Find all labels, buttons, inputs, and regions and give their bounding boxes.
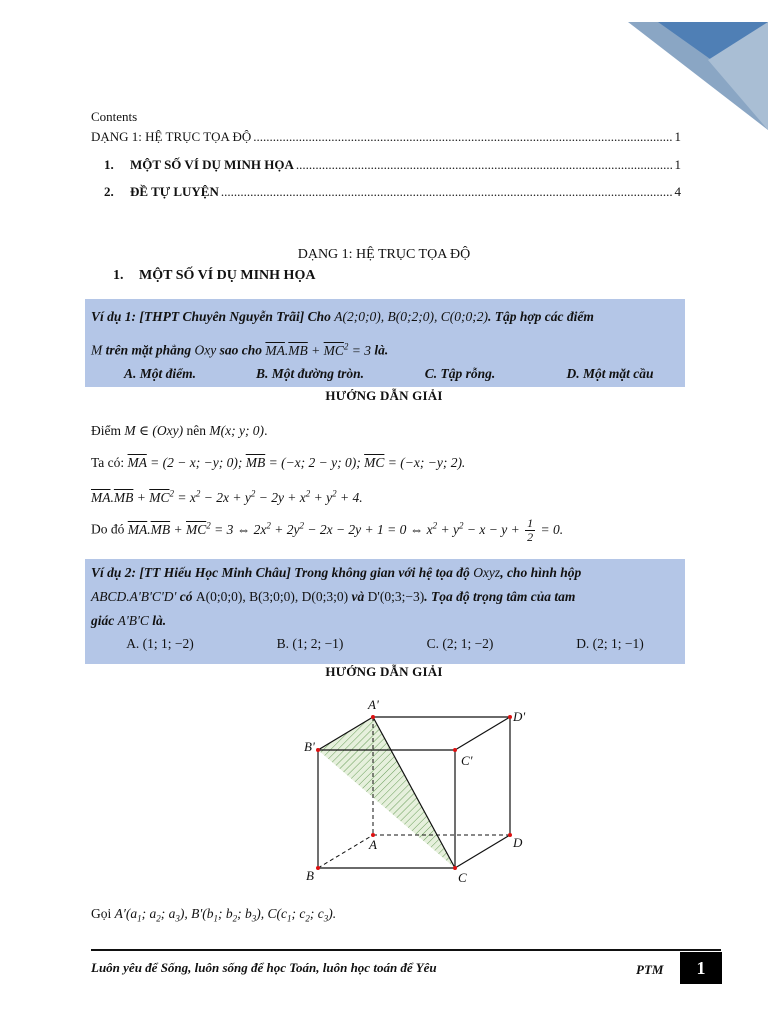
toc-item-dang1[interactable]: DẠNG 1: HỆ TRỤC TỌA ĐỘ ..... 1	[91, 129, 681, 145]
example-1-line-2: M trên mặt phẳng Oxy sao cho $\overline{MA}.\overline{MB} + \overline{MC}^2 = 3$ là.	[91, 341, 389, 358]
label-b: B	[306, 868, 314, 883]
label-d: D	[513, 835, 523, 850]
option-c[interactable]: C. (2; 1; −2)	[426, 636, 494, 651]
label-c: C	[458, 870, 467, 885]
option-a[interactable]: A. (1; 1; −2)	[126, 636, 194, 651]
example-2-line-2: ABCD.A'B'C'D' có A(0;0;0), B(3;0;0), D(0;3;0) và D'(0;3;−3). Tọa độ trọng tâm của tam	[91, 589, 576, 604]
solution-heading-1: HƯỚNG DẪN GIẢI	[325, 388, 443, 403]
option-b[interactable]: B. Một đường tròn.	[256, 366, 364, 381]
solution-1-line-4: Do đó $\overline{MA}.\overline{MB} + \overline{MC}^2 = 3$ ⇔ $2x^2 + 2y^2 - 2x - 2y + 1 = 0$ ⇔ $x^2 + y^2 - x - y$ + $\frac{1}{2}$ = 0.	[91, 516, 564, 544]
option-d[interactable]: D. Một mặt cầu	[566, 366, 654, 381]
parallelepiped-figure	[300, 695, 540, 890]
section-title: DẠNG 1: HỆ TRỤC TỌA ĐỘ	[297, 247, 471, 262]
footer-motto: Luôn yêu để Sống, luôn sống để học Toán, luôn học toán để Yêu	[91, 960, 437, 975]
label-d-prime: D'	[513, 709, 526, 724]
solution-2-line-1: Gọi $A'(a_1$; $a_2$; $a_3$), $B'(b_1$; $b_2$; $b_3$), $C(c_1$; $c_2$; $c_3$).	[91, 906, 337, 924]
label-a-prime: A'	[368, 697, 379, 712]
label-b-prime: B'	[304, 739, 315, 754]
example-2-options	[85, 636, 685, 652]
footer-rule	[91, 949, 721, 951]
option-a[interactable]: A. Một điểm.	[123, 366, 196, 381]
label-a: A	[369, 837, 377, 852]
example-1-condition: $\overline{MA}.\overline{MB} + \overline{MC}^2 = 3$	[265, 341, 372, 358]
label-c-prime: C'	[461, 753, 473, 768]
toc-item-examples[interactable]: 1. MỘT SỐ VÍ DỤ MINH HỌA ..... 1	[104, 157, 681, 173]
example-2-line-3: giác A'B'C là.	[91, 613, 167, 628]
example-2-line-1: Ví dụ 2: [TT Hiếu Học Minh Châu] Trong không gian với hệ tọa độ Oxyz, cho hình hộp	[91, 565, 582, 580]
solution-1-line-1: Điểm M ∈ (Oxy) nên M(x; y; 0).	[91, 423, 268, 438]
example-1-line-1: Ví dụ 1: [THPT Chuyên Nguyễn Trãi] Cho A(2;0;0), B(0;2;0), C(0;0;2). Tập hợp các điểm	[91, 309, 594, 324]
footer-author: PTM	[636, 962, 664, 977]
example-2-box	[85, 559, 685, 664]
corner-decoration	[598, 0, 768, 130]
example-1-options	[85, 366, 685, 382]
solution-1-line-2: Ta có: $\overline{MA} = (2 - x$; −y; 0); $\overline{MB} = (-x$; 2 − y; 0); $\overline{MC} = (-x$; −y; 2).	[91, 455, 466, 470]
example-1-points: A(2;0;0), B(0;2;0), C(0;0;2)	[334, 309, 488, 324]
option-d[interactable]: D. (2; 1; −1)	[576, 636, 644, 651]
solution-heading-2: HƯỚNG DẪN GIẢI	[325, 664, 443, 679]
solution-1-line-3: $\overline{MA}.\overline{MB} + \overline{MC}^2 = x^2 - 2x + y^2 - 2y + x^2 + y^2 + 4$.	[91, 488, 363, 505]
option-b[interactable]: B. (1; 2; −1)	[276, 636, 344, 651]
toc-heading: Contents	[91, 109, 138, 124]
option-c[interactable]: C. Tập rỗng.	[424, 366, 496, 381]
subsection-title: 1. MỘT SỐ VÍ DỤ MINH HỌA	[113, 268, 316, 283]
example-1-box	[85, 299, 685, 387]
page-number: 1	[680, 952, 722, 984]
toc-item-self-practice[interactable]: 2. ĐỀ TỰ LUYỆN ..... 4	[104, 184, 681, 200]
